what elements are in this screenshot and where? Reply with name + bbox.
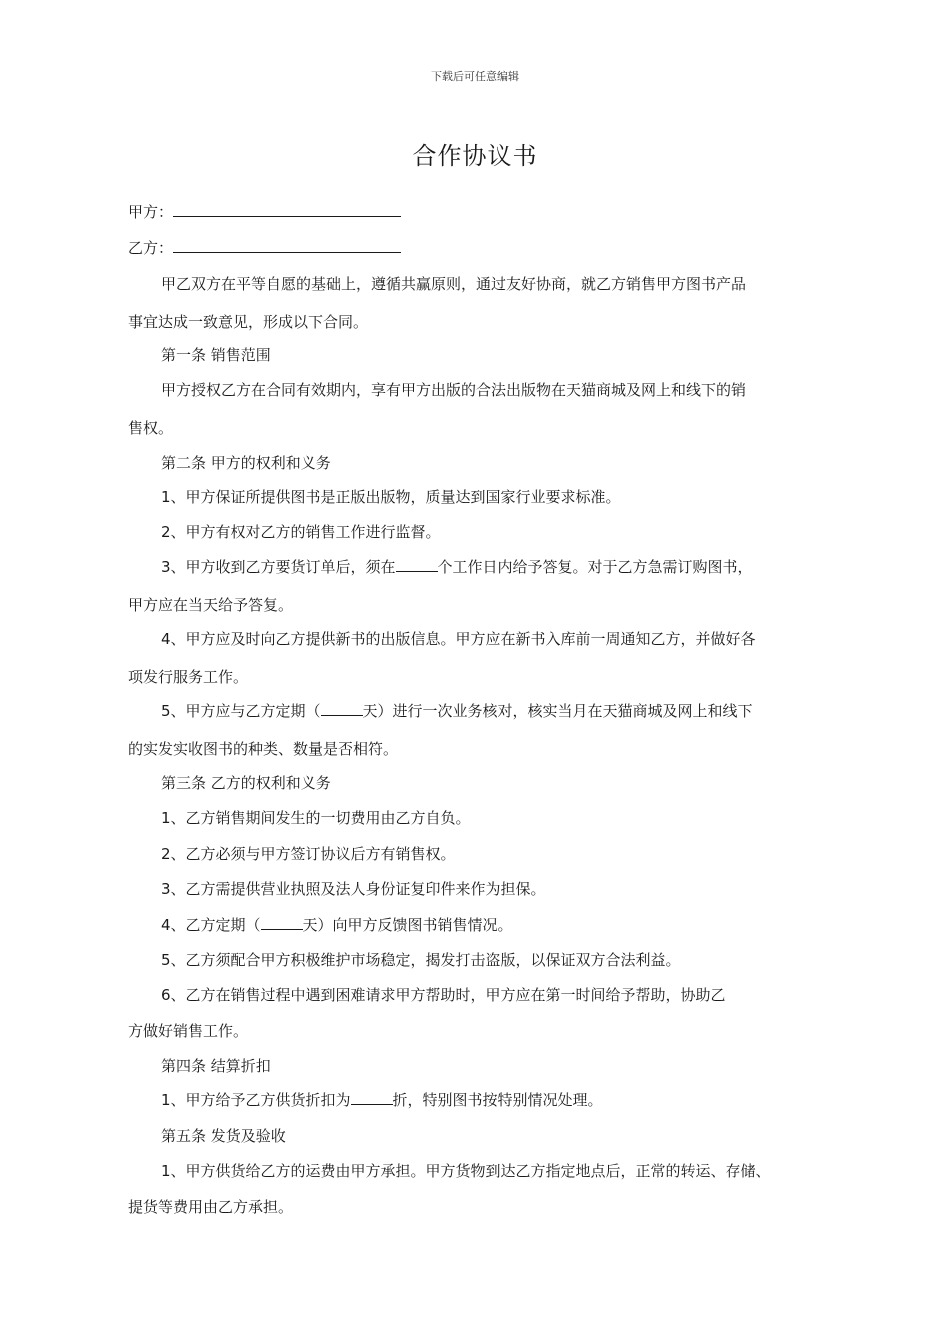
article-2-item-5-text-a: 5、甲方应与乙方定期（ bbox=[161, 702, 321, 720]
article-1-text-1: 甲方授权乙方在合同有效期内，享有甲方出版的合法出版物在天猫商城及网上和线下的销 bbox=[161, 381, 747, 399]
article-2-item-5 bbox=[161, 701, 753, 721]
article-2-item-5-cont: 的实发实收图书的种类、数量是否相符。 bbox=[128, 740, 399, 758]
article-4-item-1 bbox=[161, 1090, 603, 1110]
article-3-item-6-cont: 方做好销售工作。 bbox=[128, 1022, 249, 1040]
document-title: 合作协议书 bbox=[412, 142, 538, 170]
article-2-item-2: 2、甲方有权对乙方的销售工作进行监督。 bbox=[161, 523, 441, 541]
workday-blank bbox=[396, 557, 438, 572]
party-b-line bbox=[128, 238, 401, 258]
period-days-blank-a bbox=[321, 701, 363, 716]
article-2-item-1: 1、甲方保证所提供图书是正版出版物，质量达到国家行业要求标准。 bbox=[161, 488, 621, 506]
article-2-item-5-text-b: 天）进行一次业务核对，核实当月在天猫商城及网上和线下 bbox=[362, 702, 753, 720]
article-2-item-3-text-a: 3、甲方收到乙方要货订单后，须在 bbox=[161, 558, 396, 576]
intro-line-2: 事宜达成一致意见，形成以下合同。 bbox=[128, 313, 369, 331]
article-3-item-4 bbox=[161, 915, 513, 935]
party-b-label: 乙方： bbox=[128, 239, 174, 257]
party-a-label: 甲方： bbox=[128, 203, 174, 221]
article-3-title: 第三条 乙方的权利和义务 bbox=[161, 774, 331, 792]
party-a-blank bbox=[173, 202, 401, 217]
header-note: 下载后可任意编辑 bbox=[431, 70, 519, 83]
article-3-item-2: 2、乙方必须与甲方签订协议后方有销售权。 bbox=[161, 845, 456, 863]
article-5-title: 第五条 发货及验收 bbox=[161, 1127, 286, 1145]
article-2-item-3-cont: 甲方应在当天给予答复。 bbox=[128, 596, 294, 614]
article-2-item-3-text-b: 个工作日内给予答复。对于乙方急需订购图书， bbox=[437, 558, 753, 576]
article-1-title: 第一条 销售范围 bbox=[161, 346, 271, 364]
article-2-item-3 bbox=[161, 557, 753, 577]
article-4-item-1-text-a: 1、甲方给予乙方供货折扣为 bbox=[161, 1091, 351, 1109]
article-3-item-4-text-b: 天）向甲方反馈图书销售情况。 bbox=[302, 916, 513, 934]
article-3-item-3: 3、乙方需提供营业执照及法人身份证复印件来作为担保。 bbox=[161, 880, 546, 898]
party-b-blank bbox=[173, 238, 401, 253]
article-1-text-2: 售权。 bbox=[128, 419, 174, 437]
article-2-item-4-cont: 项发行服务工作。 bbox=[128, 668, 249, 686]
article-3-item-4-text-a: 4、乙方定期（ bbox=[161, 916, 261, 934]
article-3-item-5: 5、乙方须配合甲方积极维护市场稳定，揭发打击盗版，以保证双方合法利益。 bbox=[161, 951, 681, 969]
period-days-blank-b bbox=[261, 915, 303, 930]
intro-line-1: 甲乙双方在平等自愿的基础上，遵循共赢原则，通过友好协商，就乙方销售甲方图书产品 bbox=[161, 275, 747, 293]
article-2-item-4: 4、甲方应及时向乙方提供新书的出版信息。甲方应在新书入库前一周通知乙方，并做好各 bbox=[161, 630, 756, 648]
article-3-item-1: 1、乙方销售期间发生的一切费用由乙方自负。 bbox=[161, 809, 471, 827]
article-5-item-1-cont: 提货等费用由乙方承担。 bbox=[128, 1198, 294, 1216]
party-a-line bbox=[128, 202, 401, 222]
article-4-title: 第四条 结算折扣 bbox=[161, 1057, 271, 1075]
article-4-item-1-text-b: 折，特别图书按特别情况处理。 bbox=[392, 1091, 603, 1109]
article-3-item-6: 6、乙方在销售过程中遇到困难请求甲方帮助时，甲方应在第一时间给予帮助，协助乙 bbox=[161, 986, 726, 1004]
article-2-title: 第二条 甲方的权利和义务 bbox=[161, 454, 331, 472]
article-5-item-1: 1、甲方供货给乙方的运费由甲方承担。甲方货物到达乙方指定地点后，正常的转运、存储、 bbox=[161, 1162, 771, 1180]
discount-blank bbox=[351, 1090, 393, 1105]
